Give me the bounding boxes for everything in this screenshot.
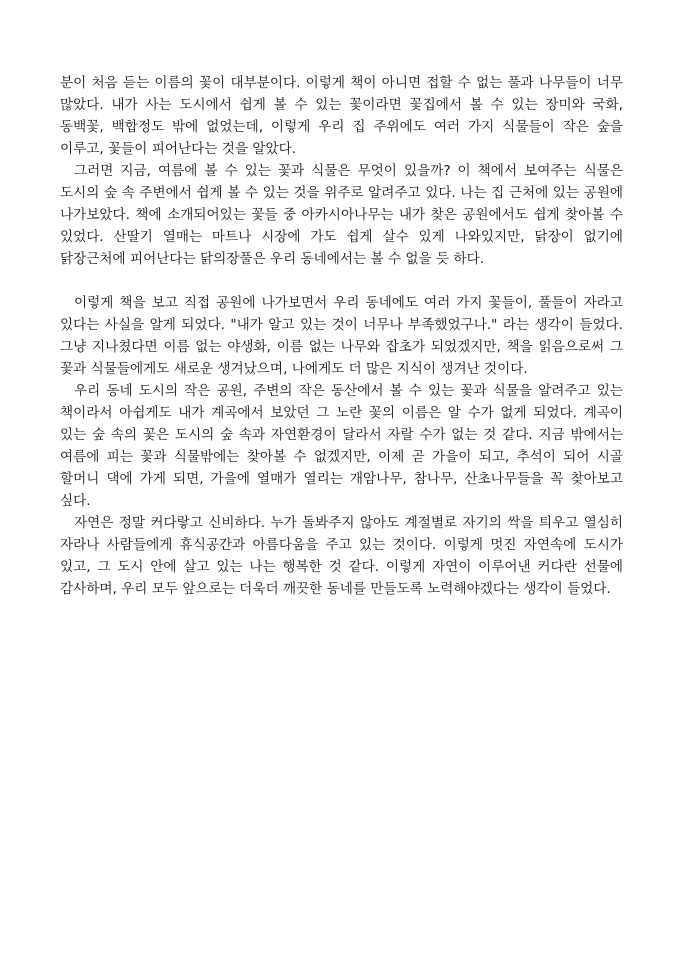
document-body	[60, 72, 623, 600]
paragraph-4: 우리 동네 도시의 작은 공원, 주변의 작은 동산에서 볼 수 있는 꽃과 식물을 알려주고 있는 책이라서 아쉽게도 내가 계곡에서 보았던 그 노란 꽃의 이름은 알 수가 없게 되었다. 계곡이 있는 숲 속의 꽃은 도시의 숲 속과 자연환경이 달라서 자랄 수가 없는 것 같다. 지금 밖에서는 여름에 피는 꽃과 식물밖에는 찾아볼 수 없겠지만, 이제 곧 가을이 되고, 추석이 되어 시골 할머니 댁에 가게 되면, 가을에 열매가 열리는 개암나무, 참나무, 산초나무들을 꼭 찾아보고 싶다.	[60, 383, 623, 509]
paragraph-2: 그러면 지금, 여름에 볼 수 있는 꽃과 식물은 무엇이 있을까? 이 책에서 보여주는 식물은 도시의 숲 속 주변에서 쉽게 볼 수 있는 것을 위주로 알려주고 있다. 나는 집 근처에 있는 공원에 나가보았다. 책에 소개되어있는 꽃들 중 아카시아나무는 내가 찾은 공원에서도 쉽게 찾아볼 수 있었다. 산딸기 열매는 마트나 시장에 가도 쉽게 살수 있게 나와있지만, 닭장이 없기에 닭장근처에 피어난다는 닭의장풀은 우리 동네에서는 볼 수 없을 듯 하다.	[60, 163, 623, 267]
paragraph-3: 이렇게 책을 보고 직접 공원에 나가보면서 우리 동네에도 여러 가지 꽃들이, 풀들이 자라고 있다는 사실을 알게 되었다. "내가 알고 있는 것이 너무나 부족했었구나." 라는 생각이 들었다. 그냥 지나쳤다면 이름 없는 야생화, 이름 없는 나무와 잡초가 되었겠지만, 책을 읽음으로써 그 꽃과 식물들에게도 새로운 생겨났으며, 나에게도 더 많은 지식이 생겨난 것이다.	[60, 295, 623, 377]
paragraph-1: 분이 처음 듣는 이름의 꽃이 대부분이다. 이렇게 책이 아니면 접할 수 없는 풀과 나무들이 너무 많았다. 내가 사는 도시에서 쉽게 볼 수 있는 꽃이라면 꽃집에서 볼 수 있는 장미와 국화, 동백꽃, 백합정도 밖에 없었는데, 이렇게 우리 집 주위에도 여러 가지 식물들이 작은 숲을 이루고, 꽃들이 피어난다는 것을 알았다.	[60, 75, 623, 157]
paragraph-spacer	[60, 270, 623, 292]
paragraph-5: 자연은 정말 커다랗고 신비하다. 누가 돌봐주지 않아도 계절별로 자기의 싹을 틔우고 열심히 자라나 사람들에게 휴식공간과 아름다움을 주고 있는 것이다. 이렇게 멋진 자연속에 도시가 있고, 그 도시 안에 살고 있는 나는 행복한 것 같다. 이렇게 자연이 이루어낸 커다란 선물에 감사하며, 우리 모두 앞으로는 더욱더 깨끗한 동네를 만들도록 노력해야겠다는 생각이 들었다.	[60, 515, 623, 597]
